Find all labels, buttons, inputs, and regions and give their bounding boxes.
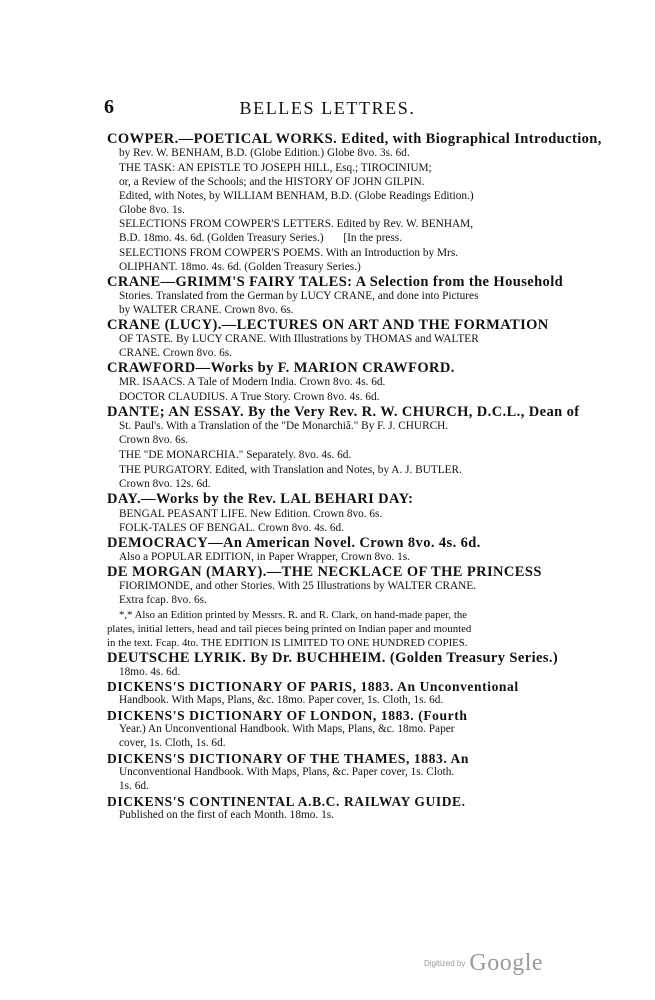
entry-line: St. Paul's. With a Translation of the "De Monarchiâ." By F. J. CHURCH. — [119, 420, 449, 433]
entry-purgatory — [107, 464, 585, 492]
entry-line: Also a POPULAR EDITION, in Paper Wrapper, Crown 8vo. 1s. — [119, 551, 410, 564]
entry-line: DICKENS'S DICTIONARY OF PARIS, 1883. An Unconventional — [107, 679, 519, 695]
entry-day — [107, 490, 585, 507]
entry-line: Stories. Translated from the German by LUCY CRANE, and done into Pictures — [119, 289, 479, 302]
entry-deutsche-lyrik — [107, 649, 585, 680]
entry-line: 18mo. 4s. 6d. — [119, 665, 181, 678]
entry-line: CRANE—GRIMM'S FAIRY TALES: A Selection from the Household — [107, 274, 564, 291]
entry-line: in the text. Fcap. 4to. THE EDITION IS LIMITED TO ONE HUNDRED COPIES. — [107, 636, 468, 649]
entry-folk-tales — [107, 522, 585, 536]
entry-line: SELECTIONS FROM COWPER'S POEMS. With an Introduction by Mrs. — [119, 247, 459, 260]
page-number: 6 — [104, 96, 114, 118]
entry-line: Crown 8vo. 6s. — [119, 434, 189, 447]
entry-cowper-poems — [107, 247, 585, 275]
entry-line: Unconventional Handbook. With Maps, Plans, &c. Paper cover, 1s. Cloth. — [119, 765, 455, 778]
google-logo: Google — [469, 950, 544, 976]
entry-cowper — [107, 131, 602, 161]
entry-line: cover, 1s. Cloth, 1s. 6d. — [119, 737, 226, 750]
entry-line: THE "DE MONARCHIA." Separately. 8vo. 4s. 6d. — [119, 448, 352, 461]
entry-line: CRANE (LUCY).—LECTURES ON ART AND THE FORMATION — [107, 316, 549, 333]
entry-line: DAY.—Works by the Rev. LAL BEHARI DAY: — [107, 490, 414, 507]
entry-line: MR. ISAACS. A Tale of Modern India. Crown 8vo. 4s. 6d. — [119, 376, 386, 389]
entry-line: DEMOCRACY—An American Novel. Crown 8vo. 4s. 6d. — [107, 535, 481, 552]
entry-line: THE TASK: AN EPISTLE TO JOSEPH HILL, Esq.; TIROCINIUM; — [119, 161, 432, 174]
entry-crane — [107, 276, 585, 318]
entry-line: CRAWFORD—Works by F. MARION CRAWFORD. — [107, 359, 455, 376]
entry-line: Crown 8vo. 12s. 6d. — [119, 477, 211, 490]
entry-line: *,* Also an Edition printed by Messrs. R. and R. Clark, on hand-made paper, the — [119, 608, 468, 621]
page-header — [0, 96, 655, 120]
entry-line: DE MORGAN (MARY).—THE NECKLACE OF THE PRINCESS — [107, 564, 542, 581]
entry-line: by WALTER CRANE. Crown 8vo. 6s. — [119, 303, 294, 316]
entry-dante — [107, 406, 585, 448]
entry-the-task — [107, 162, 585, 218]
entry-line: DEUTSCHE LYRIK. By Dr. BUCHHEIM. (Golden Treasury Series.) — [107, 649, 559, 666]
entry-line: Globe 8vo. 1s. — [119, 203, 185, 216]
entry-de-monarchia — [107, 449, 585, 463]
entry-line: 1s. 6d. — [119, 779, 149, 792]
entry-dickens-london — [107, 709, 585, 751]
catalogue-body — [107, 131, 602, 824]
entry-de-morgan — [107, 566, 585, 608]
entry-line: B.D. 18mo. 4s. 6d. (Golden Treasury Series.) [In the press. — [119, 232, 403, 245]
entry-line: DICKENS'S CONTINENTAL A.B.C. RAILWAY GUIDE. — [107, 793, 466, 809]
running-head: BELLES LETTRES. — [239, 98, 416, 118]
entry-line: BENGAL PEASANT LIFE. New Edition. Crown 8vo. 6s. — [119, 507, 383, 520]
entry-line: OLIPHANT. 18mo. 4s. 6d. (Golden Treasury Series.) — [119, 261, 361, 274]
entry-line: SELECTIONS FROM COWPER'S LETTERS. Edited by Rev. W. BENHAM, — [119, 218, 474, 231]
entry-democracy — [107, 537, 585, 565]
entry-dickens-thames — [107, 752, 585, 794]
entry-line: or, a Review of the Schools; and the HISTORY OF JOHN GILPIN. — [119, 175, 425, 188]
entry-line: DANTE; AN ESSAY. By the Very Rev. R. W. CHURCH, D.C.L., Dean of — [107, 404, 580, 421]
entry-line: Handbook. With Maps, Plans, &c. 18mo. Paper cover, 1s. Cloth, 1s. 6d. — [119, 694, 444, 707]
entry-cowper-letters — [107, 218, 585, 246]
entry-line: FIORIMONDE, and other Stories. With 25 Illustrations by WALTER CRANE. — [119, 580, 477, 593]
entry-line: DICKENS'S DICTIONARY OF THE THAMES, 1883. An — [107, 750, 469, 766]
entry-line: OF TASTE. By LUCY CRANE. With Illustrations by THOMAS and WALTER — [119, 332, 479, 345]
entry-bengal-peasant — [107, 508, 585, 522]
entry-line: THE PURGATORY. Edited, with Translation and Notes, by A. J. BUTLER. — [119, 463, 462, 476]
entry-line: Year.) An Unconventional Handbook. With Maps, Plans, &c. 18mo. Paper — [119, 723, 455, 736]
entry-line: Edited, with Notes, by WILLIAM BENHAM, B.D. (Globe Readings Edition.) — [119, 189, 474, 202]
entry-dickens-paris — [107, 680, 585, 708]
entry-line: FOLK-TALES OF BENGAL. Crown 8vo. 4s. 6d. — [119, 522, 345, 535]
entry-line: DOCTOR CLAUDIUS. A True Story. Crown 8vo. 4s. 6d. — [119, 391, 380, 404]
entry-de-morgan-note — [107, 609, 585, 651]
entry-line: DICKENS'S DICTIONARY OF LONDON, 1883. (Fourth — [107, 708, 468, 724]
entry-crane-lucy — [107, 316, 585, 361]
entry-doctor-claudius — [107, 391, 585, 405]
entry-line: Published on the first of each Month. 18mo. 1s. — [119, 808, 334, 821]
entry-line: COWPER.—POETICAL WORKS. Edited, with Biographical Introduction, — [107, 131, 602, 147]
entry-mr-isaacs — [107, 376, 585, 390]
entry-line: CRANE. Crown 8vo. 6s. — [119, 346, 232, 359]
entry-crawford — [107, 359, 585, 376]
digitized-by-google-watermark — [424, 950, 543, 977]
entry-line: plates, initial letters, head and tail pieces being printed on Indian paper and mounted — [107, 622, 472, 635]
watermark-prefix: Digitized by — [424, 959, 466, 968]
entry-dickens-railway — [107, 795, 585, 823]
entry-line: Extra fcap. 8vo. 6s. — [119, 594, 207, 606]
entry-line: by Rev. W. BENHAM, B.D. (Globe Edition.) Globe 8vo. 3s. 6d. — [119, 146, 410, 159]
